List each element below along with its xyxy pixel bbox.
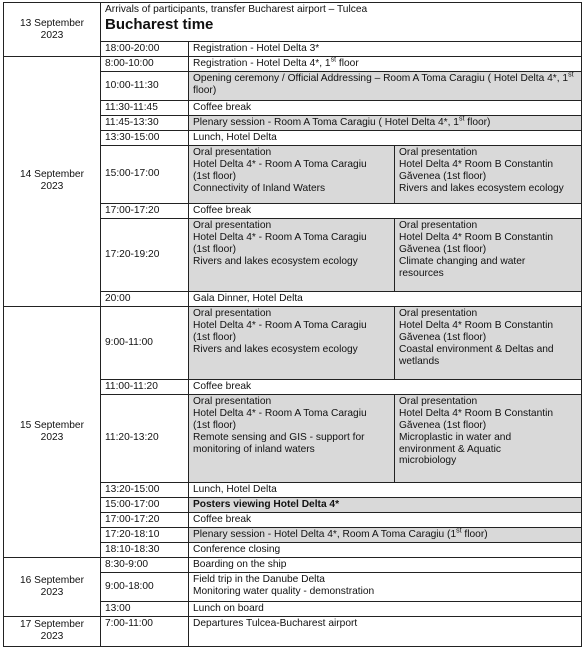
session-line: Hotel Delta 4* Room B Constantin — [399, 231, 554, 243]
session-line: Găvenea (1st floor) — [399, 170, 487, 182]
activity-cell: Boarding on the ship — [189, 557, 582, 572]
session-line: Oral presentation — [399, 395, 478, 407]
day-15-cell — [4, 306, 101, 557]
activity-cell: Coffee break — [189, 101, 582, 116]
activity-cell: Lunch, Hotel Delta — [189, 130, 582, 145]
session-line: Oral presentation — [399, 307, 478, 319]
ordinal-suffix: st — [330, 56, 337, 64]
activity-cell — [189, 72, 582, 101]
time-cell: 15:00-17:00 — [101, 145, 189, 203]
time-cell: 13:00 — [101, 601, 189, 616]
time-cell: 8:00-10:00 — [101, 57, 189, 72]
conference-schedule-table — [3, 2, 582, 647]
activity-text: Field trip in the Danube Delta — [193, 573, 325, 585]
day-14-cell — [4, 57, 101, 307]
arrivals-text: Arrivals of participants, transfer Bucharest airport – Tulcea — [105, 4, 368, 15]
time-cell: 18:00-20:00 — [101, 42, 189, 57]
session-room-b — [395, 145, 582, 203]
day-label: 15 September — [20, 419, 84, 431]
activity-cell — [189, 572, 582, 601]
activity-cell: Coffee break — [189, 379, 582, 394]
activity-text: Opening ceremony / Official Addressing – Room A Toma Caragiu ( Hotel Delta 4*, 1 — [193, 73, 569, 84]
time-cell: 9:00-11:00 — [101, 306, 189, 379]
activity-text: Plenary session - Hotel Delta 4*, Room A Toma Caragiu (1 — [193, 528, 457, 540]
day-label: 16 September — [20, 574, 84, 586]
session-line: Oral presentation — [399, 219, 478, 231]
session-room-a — [189, 394, 395, 482]
bucharest-time-heading: Bucharest time — [105, 15, 214, 33]
time-cell: 11:00-11:20 — [101, 379, 189, 394]
schedule-row — [4, 616, 582, 646]
arrivals-cell — [101, 3, 582, 42]
session-line: Găvenea (1st floor) — [399, 419, 487, 431]
session-topic: resources — [399, 267, 444, 279]
session-line: Oral presentation — [399, 146, 478, 158]
session-topic: monitoring of inland waters — [193, 443, 315, 455]
session-line: Hotel Delta 4* - Room A Toma Caragiu — [193, 319, 367, 331]
session-topic: microbiology — [399, 455, 457, 467]
session-topic: wetlands — [399, 355, 440, 367]
session-line: Hotel Delta 4* Room B Constantin — [399, 319, 554, 331]
day-year: 2023 — [40, 631, 64, 643]
day-year: 2023 — [40, 431, 64, 443]
session-line: Găvenea (1st floor) — [399, 243, 487, 255]
session-line: Găvenea (1st floor) — [399, 331, 487, 343]
time-cell: 9:00-18:00 — [101, 572, 189, 601]
session-line: (1st floor) — [193, 331, 237, 343]
activity-cell: Lunch, Hotel Delta — [189, 482, 582, 497]
activity-text: floor — [336, 58, 359, 69]
time-cell: 17:00-17:20 — [101, 512, 189, 527]
session-line: Hotel Delta 4* Room B Constantin — [399, 407, 554, 419]
session-topic: environment & Aquatic — [399, 443, 501, 455]
session-line: Hotel Delta 4* - Room A Toma Caragiu — [193, 407, 367, 419]
time-cell: 20:00 — [101, 291, 189, 306]
session-line: Oral presentation — [193, 146, 272, 158]
session-line: Hotel Delta 4* - Room A Toma Caragiu — [193, 231, 367, 243]
activity-cell: Conference closing — [189, 542, 582, 557]
session-line: Oral presentation — [193, 307, 272, 319]
activity-text: floor) — [464, 116, 491, 128]
session-room-b — [395, 394, 582, 482]
time-cell: 11:20-13:20 — [101, 394, 189, 482]
activity-cell: Coffee break — [189, 203, 582, 218]
session-line: Oral presentation — [193, 219, 272, 231]
activity-cell — [189, 115, 582, 130]
activity-cell: Gala Dinner, Hotel Delta — [189, 291, 582, 306]
day-13-cell — [4, 3, 101, 57]
session-line: Hotel Delta 4* - Room A Toma Caragiu — [193, 158, 367, 170]
activity-text: Monitoring water quality - demonstration — [193, 585, 375, 597]
time-cell: 7:00-11:00 — [101, 616, 189, 646]
session-topic: Rivers and lakes ecosystem ecology — [193, 343, 358, 355]
day-label: 13 September — [20, 17, 84, 29]
activity-cell: Lunch on board — [189, 601, 582, 616]
session-topic: Rivers and lakes ecosystem ecology — [193, 255, 358, 267]
time-cell: 15:00-17:00 — [101, 497, 189, 512]
ordinal-suffix: st — [456, 527, 462, 535]
schedule-row — [4, 306, 582, 379]
session-topic: Connectivity of Inland Waters — [193, 182, 326, 194]
session-room-b — [395, 218, 582, 291]
time-cell: 18:10-18:30 — [101, 542, 189, 557]
session-line: (1st floor) — [193, 170, 237, 182]
time-cell: 8:30-9:00 — [101, 557, 189, 572]
day-year: 2023 — [40, 181, 64, 193]
day-year: 2023 — [40, 586, 64, 598]
activity-cell: Coffee break — [189, 512, 582, 527]
day-16-cell — [4, 557, 101, 616]
time-cell: 11:45-13:30 — [101, 115, 189, 130]
activity-cell: Departures Tulcea-Bucharest airport — [189, 616, 582, 646]
session-topic: Climate changing and water — [399, 255, 526, 267]
day-17-cell — [4, 616, 101, 646]
session-room-b — [395, 306, 582, 379]
session-topic: Coastal environment & Deltas and — [399, 343, 554, 355]
session-room-a — [189, 306, 395, 379]
time-cell: 17:20-19:20 — [101, 218, 189, 291]
time-cell: 17:00-17:20 — [101, 203, 189, 218]
activity-cell — [189, 527, 582, 542]
session-line: Oral presentation — [193, 395, 272, 407]
session-room-a — [189, 218, 395, 291]
schedule-row — [4, 57, 582, 72]
activity-text: Plenary session - Room A Toma Caragiu ( Hotel Delta 4*, 1 — [193, 116, 459, 128]
day-year: 2023 — [40, 29, 64, 41]
schedule-row — [4, 557, 582, 572]
time-cell: 13:20-15:00 — [101, 482, 189, 497]
day-label: 17 September — [20, 619, 84, 631]
time-cell: 13:30-15:00 — [101, 130, 189, 145]
ordinal-suffix: st — [458, 115, 465, 123]
activity-text: floor) — [193, 84, 217, 96]
session-line: (1st floor) — [193, 243, 237, 255]
session-topic: Remote sensing and GIS - support for — [193, 431, 365, 443]
session-line: (1st floor) — [193, 419, 237, 431]
session-line: Hotel Delta 4* Room B Constantin — [399, 158, 554, 170]
activity-cell: Posters viewing Hotel Delta 4* — [189, 497, 582, 512]
activity-cell — [189, 57, 582, 72]
time-cell: 17:20-18:10 — [101, 527, 189, 542]
activity-text: floor) — [461, 528, 488, 540]
activity-text: Registration - Hotel Delta 4*, 1 — [193, 58, 331, 69]
schedule-row — [4, 3, 582, 42]
session-room-a — [189, 145, 395, 203]
time-cell: 11:30-11:45 — [101, 101, 189, 116]
time-cell: 10:00-11:30 — [101, 72, 189, 101]
session-topic: Rivers and lakes ecosystem ecology — [399, 182, 564, 194]
ordinal-suffix: st — [568, 71, 574, 79]
activity-cell: Registration - Hotel Delta 3* — [189, 42, 582, 57]
day-label: 14 September — [20, 169, 84, 181]
session-topic: Microplastic in water and — [399, 431, 512, 443]
